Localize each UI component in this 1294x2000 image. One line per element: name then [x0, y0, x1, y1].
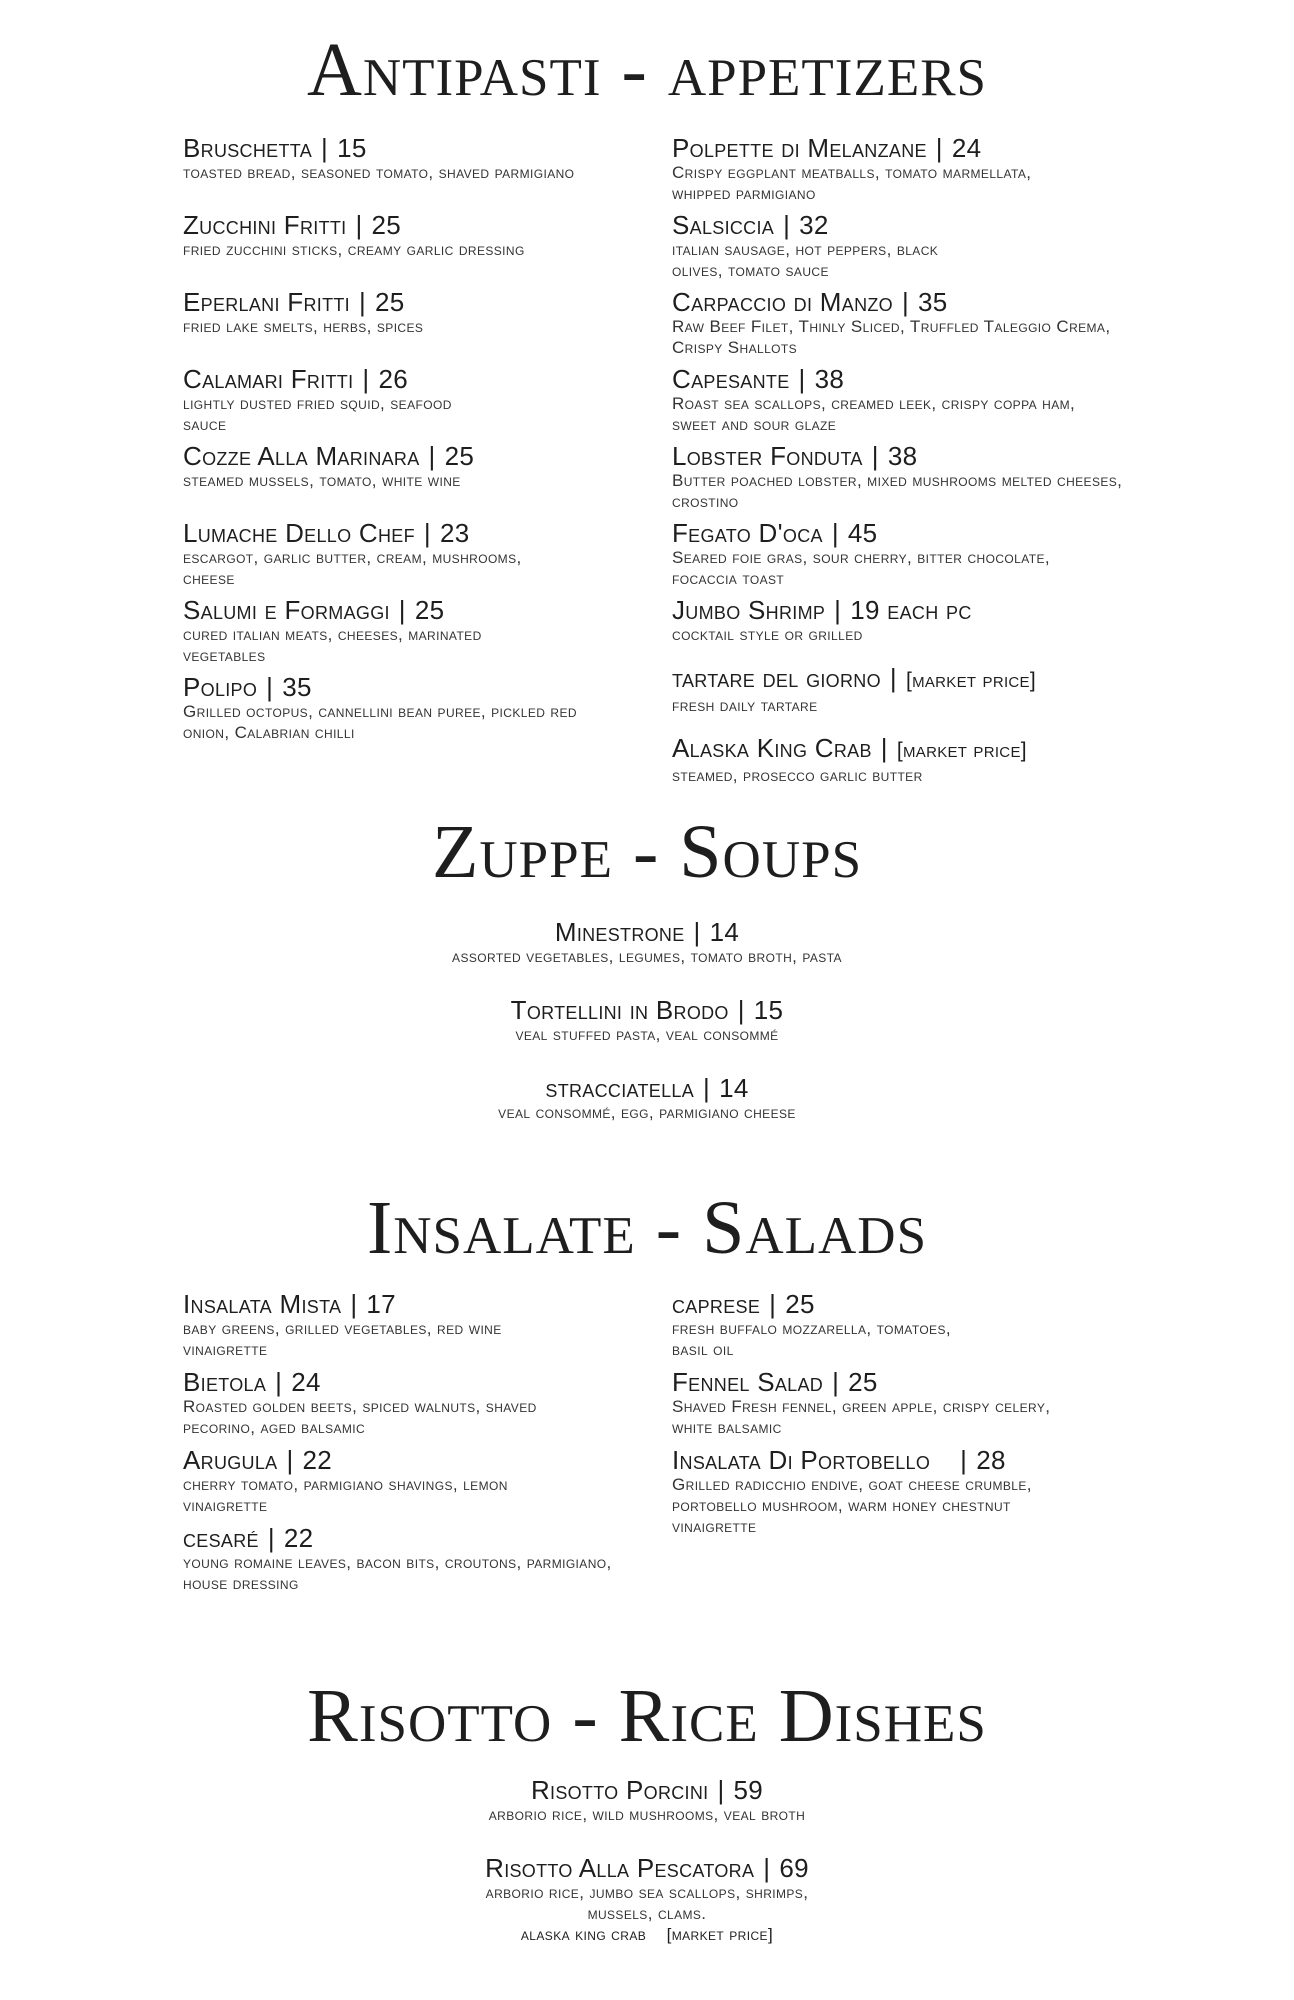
- price-separator: |: [362, 364, 370, 394]
- item-price: 15: [337, 133, 367, 163]
- item-description: toasted bread, seasoned tomato, shaved parmigiano: [183, 163, 575, 182]
- menu-item: [183, 519, 643, 596]
- price-separator: |: [398, 595, 406, 625]
- item-price: [market price]: [896, 739, 1027, 762]
- price-separator: |: [880, 733, 888, 763]
- menu-item: [183, 288, 643, 365]
- menu-item: [0, 1776, 1294, 1854]
- menu-item: [183, 596, 643, 673]
- item-name: Polipo: [183, 672, 258, 702]
- item-price: 25: [444, 441, 475, 471]
- item-name: cesaré: [183, 1523, 259, 1553]
- item-extra: [397, 1924, 897, 1945]
- item-name: Polpette di Melanzane: [672, 133, 927, 163]
- item-name: Fegato D'oca: [672, 518, 823, 548]
- item-header: [672, 596, 1152, 624]
- section-title-risotto: Risotto - Rice Dishes: [307, 1674, 987, 1758]
- menu-item: [183, 1446, 643, 1524]
- menu-item: [183, 1368, 643, 1446]
- item-name: Jumbo Shrimp: [672, 595, 826, 625]
- item-header: [183, 1368, 643, 1396]
- item-name: Carpaccio di Manzo: [672, 287, 893, 317]
- item-description: arborio rice, jumbo sea scallops, shrimps, mussels, clams.: [485, 1883, 809, 1923]
- item-description: lightly dusted fried squid, seafood sauce: [183, 394, 452, 434]
- item-description: steamed mussels, tomato, white wine: [183, 471, 461, 490]
- item-description: Seared foie gras, sour cherry, bitter chocolate, focaccia toast: [672, 548, 1050, 588]
- item-price: 25: [785, 1289, 815, 1319]
- section-title-zuppe: Zuppe - Soups: [431, 810, 863, 894]
- item-name: Calamari Fritti: [183, 364, 354, 394]
- item-description: cured italian meats, cheeses, marinated vegetables: [183, 625, 482, 665]
- item-price: 25: [414, 595, 445, 625]
- menu-item: [672, 1445, 1152, 1536]
- menu-item: [183, 134, 643, 211]
- item-header: [672, 134, 1152, 162]
- extra-price: [market price]: [666, 1925, 774, 1944]
- item-description: Roast sea scallops, creamed leek, crispy coppa ham, sweet and sour glaze: [672, 394, 1076, 434]
- price-separator: |: [355, 210, 363, 240]
- item-description: Crispy eggplant meatballs, tomato marmellata, whipped parmigiano: [672, 163, 1032, 203]
- price-separator: |: [693, 917, 701, 947]
- item-name: Lobster Fonduta: [672, 441, 863, 471]
- item-price: 14: [719, 1073, 749, 1103]
- item-header: [183, 673, 643, 701]
- item-description: Shaved Fresh fennel, green apple, crispy celery, white balsamic: [672, 1397, 1051, 1437]
- item-description: arborio rice, wild mushrooms, veal broth: [488, 1805, 806, 1824]
- item-header: [672, 211, 1152, 239]
- item-description: fresh buffalo mozzarella, tomatoes, basil oil: [672, 1319, 951, 1359]
- item-header: [0, 1074, 1294, 1102]
- item-price: 35: [282, 672, 312, 702]
- item-description: fried lake smelts, herbs, spices: [183, 317, 424, 336]
- price-separator: |: [889, 663, 897, 693]
- price-separator: |: [275, 1367, 283, 1397]
- item-price: 38: [814, 364, 845, 394]
- item-description: Grilled radicchio endive, goat cheese crumble, portobello mushroom, warm honey chestnut vinaigrette: [672, 1475, 1032, 1536]
- item-header: [183, 1290, 643, 1318]
- item-price: 28: [976, 1445, 1006, 1475]
- item-name: Zucchini Fritti: [183, 210, 347, 240]
- item-header: [0, 918, 1294, 946]
- item-header: [672, 365, 1152, 393]
- menu-item: [672, 734, 1152, 811]
- item-name: Arugula: [183, 1445, 278, 1475]
- item-header: [183, 596, 643, 624]
- item-name: Cozze Alla Marinara: [183, 441, 420, 471]
- price-separator: |: [358, 287, 367, 317]
- price-separator: |: [428, 441, 436, 471]
- item-header: [672, 1446, 1152, 1474]
- item-header: [672, 442, 1152, 470]
- menu-item: [183, 365, 643, 442]
- item-header: [672, 1368, 1152, 1396]
- menu-item: [672, 211, 1152, 288]
- item-name: tartare del giorno: [672, 663, 881, 693]
- price-separator: |: [267, 1523, 275, 1553]
- price-separator: |: [423, 518, 431, 548]
- item-header: [672, 664, 1152, 695]
- item-header: [672, 519, 1152, 547]
- menu-item: [672, 1368, 1152, 1446]
- price-separator: |: [832, 1367, 840, 1397]
- item-description: Grilled octopus, cannellini bean puree, pickled red onion, Calabrian chilli: [183, 702, 577, 742]
- item-price: 19 each pc: [850, 595, 972, 625]
- item-header: [672, 1290, 1152, 1318]
- menu-item: [672, 365, 1152, 442]
- item-name: Minestrone: [554, 917, 685, 947]
- price-separator: |: [350, 1289, 358, 1319]
- item-name: Salsiccia: [672, 210, 775, 240]
- extra-name: alaska king crab: [520, 1925, 647, 1944]
- item-description: fried zucchini sticks, creamy garlic dressing: [183, 240, 525, 259]
- item-name: Risotto Porcini: [530, 1775, 709, 1805]
- item-name: Fennel Salad: [672, 1367, 824, 1397]
- item-name: Capesante: [672, 364, 790, 394]
- item-price: 35: [918, 287, 948, 317]
- menu-item: [0, 918, 1294, 996]
- item-price: 38: [887, 441, 918, 471]
- item-description: cocktail style or grilled: [672, 625, 863, 644]
- item-price: 23: [439, 518, 470, 548]
- menu-item: [672, 596, 1152, 664]
- item-description: Raw Beef Filet, Thinly Sliced, Truffled Taleggio Crema, Crispy Shallots: [672, 317, 1111, 357]
- item-header: [183, 134, 643, 162]
- menu-item: [672, 288, 1152, 365]
- price-separator: |: [783, 210, 791, 240]
- menu-item: [672, 519, 1152, 596]
- menu-item: [0, 1074, 1294, 1152]
- price-separator: |: [960, 1445, 968, 1475]
- zuppe-list: [0, 918, 1294, 1152]
- item-name: Insalata Di Portobello: [672, 1445, 931, 1475]
- menu-item: [672, 1290, 1152, 1368]
- item-header: [183, 288, 643, 316]
- item-price: 14: [709, 917, 740, 947]
- item-name: Salumi e Formaggi: [183, 595, 390, 625]
- item-description: Roasted golden beets, spiced walnuts, shaved pecorino, aged balsamic: [183, 1397, 537, 1437]
- item-description: veal stuffed pasta, veal consommé: [515, 1025, 779, 1044]
- item-header: [0, 1776, 1294, 1804]
- item-price: 45: [847, 518, 878, 548]
- menu-item: [672, 134, 1152, 211]
- price-separator: |: [935, 133, 943, 163]
- menu-item: [183, 673, 643, 750]
- item-header: [672, 288, 1152, 316]
- item-header: [183, 519, 643, 547]
- item-price: 22: [283, 1523, 314, 1553]
- menu-item: [672, 664, 1152, 734]
- price-separator: |: [737, 995, 745, 1025]
- item-header: [183, 365, 643, 393]
- item-price: 24: [291, 1367, 321, 1397]
- item-price: 22: [302, 1445, 333, 1475]
- item-header: [183, 442, 643, 470]
- item-name: Bietola: [183, 1367, 267, 1397]
- item-description: young romaine leaves, bacon bits, croutons, parmigiano, house dressing: [183, 1553, 612, 1593]
- price-separator: |: [834, 595, 842, 625]
- item-description: veal consommé, egg, parmigiano cheese: [498, 1103, 796, 1122]
- price-separator: |: [769, 1289, 777, 1319]
- insalate-left-column: [183, 1290, 643, 1602]
- item-header: [672, 734, 1152, 765]
- section-title-antipasti: Antipasti - appetizers: [306, 28, 988, 112]
- item-price: 15: [753, 995, 784, 1025]
- item-name: Alaska King Crab: [672, 733, 872, 763]
- price-separator: |: [763, 1853, 771, 1883]
- item-price: 24: [951, 133, 982, 163]
- menu-item: [183, 211, 643, 288]
- price-separator: |: [871, 441, 879, 471]
- item-name: Bruschetta: [183, 133, 313, 163]
- price-separator: |: [703, 1073, 711, 1103]
- item-name: Insalata Mista: [183, 1289, 342, 1319]
- price-separator: |: [266, 672, 274, 702]
- section-title-insalate: Insalate - Salads: [366, 1186, 928, 1270]
- item-name: caprese: [672, 1289, 761, 1319]
- insalate-right-column: [672, 1289, 1152, 1536]
- item-name: Eperlani Fritti: [183, 287, 350, 317]
- price-separator: |: [798, 364, 806, 394]
- item-description: assorted vegetables, legumes, tomato broth, pasta: [452, 947, 842, 966]
- item-price: [market price]: [905, 669, 1036, 692]
- menu-item: [0, 996, 1294, 1074]
- price-separator: |: [901, 287, 910, 317]
- item-description: fresh daily tartare: [672, 696, 818, 715]
- price-separator: |: [321, 133, 329, 163]
- menu-item: [672, 442, 1152, 519]
- item-price: 59: [733, 1775, 764, 1805]
- item-description: steamed, prosecco garlic butter: [672, 766, 923, 785]
- price-separator: |: [717, 1775, 725, 1805]
- item-name: Lumache Dello Chef: [183, 518, 415, 548]
- item-price: 26: [378, 364, 408, 394]
- risotto-list: [0, 1775, 1294, 1944]
- price-separator: |: [286, 1445, 294, 1475]
- antipasti-right-column: [672, 134, 1152, 811]
- item-description: Butter poached lobster, mixed mushrooms melted cheeses, crostino: [672, 471, 1123, 511]
- item-name: Tortellini in Brodo: [510, 995, 729, 1025]
- item-price: 25: [375, 287, 405, 317]
- antipasti-left-column: [183, 134, 643, 750]
- item-header: [183, 1446, 643, 1474]
- item-description: cherry tomato, parmigiano shavings, lemon vinaigrette: [183, 1475, 508, 1515]
- item-price: 17: [366, 1289, 396, 1319]
- item-price: 32: [799, 210, 829, 240]
- price-separator: |: [831, 518, 839, 548]
- item-name: stracciatella: [545, 1073, 694, 1103]
- menu-item: [0, 1853, 1294, 1944]
- item-description: italian sausage, hot peppers, black olives, tomato sauce: [672, 240, 939, 280]
- menu-item: [183, 1524, 643, 1602]
- menu-item: [183, 442, 643, 519]
- item-price: 25: [371, 210, 402, 240]
- item-name: Risotto Alla Pescatora: [485, 1853, 755, 1883]
- menu-item: [183, 1290, 643, 1368]
- item-price: 69: [779, 1853, 809, 1883]
- item-description: baby greens, grilled vegetables, red wine vinaigrette: [183, 1319, 502, 1359]
- item-header: [183, 1524, 643, 1552]
- item-header: [0, 1854, 1294, 1882]
- item-description: escargot, garlic butter, cream, mushrooms, cheese: [183, 548, 522, 588]
- item-header: [183, 211, 643, 239]
- item-header: [0, 996, 1294, 1024]
- item-price: 25: [848, 1367, 878, 1397]
